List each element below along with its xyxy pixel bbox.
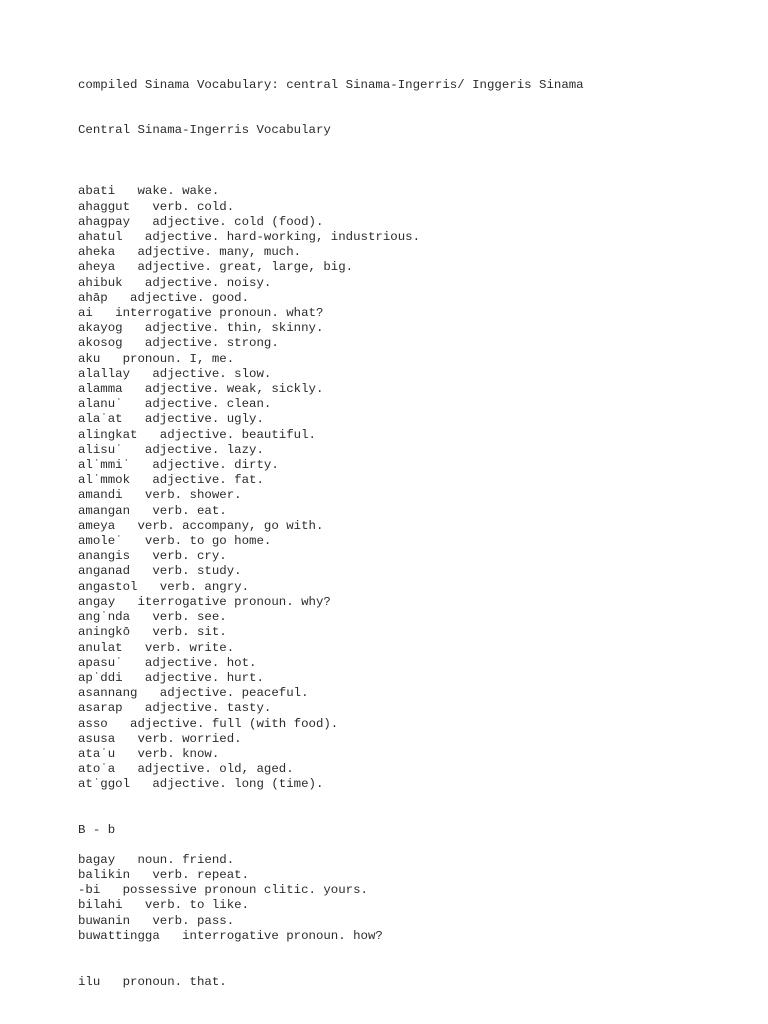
vocab-entry: anulat verb. write. — [78, 640, 235, 655]
vocabulary-section-trailing — [78, 975, 758, 990]
vocab-entry: ala˙at adjective. ugly. — [78, 412, 264, 427]
vocab-entry: asso adjective. full (with food). — [78, 716, 339, 731]
vocab-entry: alisu˙ adjective. lazy. — [78, 442, 264, 457]
vocab-entry: at˙ggol adjective. long (time). — [78, 777, 324, 792]
vocab-entry: alingkat adjective. beautiful. — [78, 427, 316, 442]
vocab-entry: ahatul adjective. hard-working, industrious. — [78, 230, 421, 245]
vocab-entry: alallay adjective. slow. — [78, 366, 272, 381]
document-subtitle: Central Sinama-Ingerris Vocabulary — [78, 123, 331, 138]
vocab-entry: amandi verb. shower. — [78, 488, 242, 503]
vocab-entry: akosog adjective. strong. — [78, 336, 279, 351]
vocab-entry: al˙mmok adjective. fat. — [78, 473, 264, 488]
vocab-entry: angastol verb. angry. — [78, 579, 250, 594]
vocab-entry: bilahi verb. to like. — [78, 898, 250, 913]
vocab-entry: balikin verb. repeat. — [78, 867, 250, 882]
vocab-entry: ai interrogative pronoun. what? — [78, 306, 324, 321]
section-heading-b: B - b — [78, 822, 116, 837]
vocab-entry: ameya verb. accompany, go with. — [78, 518, 324, 533]
vocab-entry: apasu˙ adjective. hot. — [78, 655, 257, 670]
vocabulary-section-a — [78, 184, 758, 792]
vocab-entry: ang˙nda verb. see. — [78, 610, 227, 625]
vocab-entry: ata˙u verb. know. — [78, 746, 220, 761]
vocab-entry: ahāp adjective. good. — [78, 290, 250, 305]
vocab-entry: abati wake. wake. — [78, 184, 220, 199]
vocab-entry: buwanin verb. pass. — [78, 913, 235, 928]
vocab-entry: ilu pronoun. that. — [78, 974, 227, 989]
vocab-entry: ahaggut verb. cold. — [78, 199, 235, 214]
vocabulary-section-b — [78, 853, 758, 944]
vocab-entry: asarap adjective. tasty. — [78, 701, 272, 716]
vocab-entry: buwattingga interrogative pronoun. how? — [78, 928, 383, 943]
vocab-entry: asusa verb. worried. — [78, 731, 242, 746]
document-title: compiled Sinama Vocabulary: central Sinama-Ingerris/ Inggeris Sinama — [78, 78, 584, 92]
vocab-entry: anganad verb. study. — [78, 564, 242, 579]
vocab-entry: amole˙ verb. to go home. — [78, 534, 272, 549]
vocab-entry: alamma adjective. weak, sickly. — [78, 382, 324, 397]
vocab-entry: anangis verb. cry. — [78, 549, 227, 564]
vocab-entry: ato˙a adjective. old, aged. — [78, 762, 294, 777]
vocab-entry: aningkō verb. sit. — [78, 625, 227, 640]
vocab-entry: ahibuk adjective. noisy. — [78, 275, 272, 290]
vocab-entry: asannang adjective. peaceful. — [78, 686, 309, 701]
vocab-entry: aku pronoun. I, me. — [78, 351, 235, 366]
vocab-entry: aheka adjective. many, much. — [78, 245, 302, 260]
vocab-entry: bagay noun. friend. — [78, 852, 235, 867]
vocab-entry: amangan verb. eat. — [78, 503, 227, 518]
vocab-entry: angay iterrogative pronoun. why? — [78, 594, 331, 609]
vocab-entry: ap˙ddi adjective. hurt. — [78, 670, 264, 685]
vocab-entry: alanu˙ adjective. clean. — [78, 397, 272, 412]
vocab-entry: aheya adjective. great, large, big. — [78, 260, 354, 275]
vocab-entry: akayog adjective. thin, skinny. — [78, 321, 324, 336]
document-page — [78, 78, 758, 990]
vocab-entry: al˙mmi˙ adjective. dirty. — [78, 458, 279, 473]
vocab-entry: -bi possessive pronoun clitic. yours. — [78, 883, 368, 898]
vocab-entry: ahagpay adjective. cold (food). — [78, 214, 324, 229]
